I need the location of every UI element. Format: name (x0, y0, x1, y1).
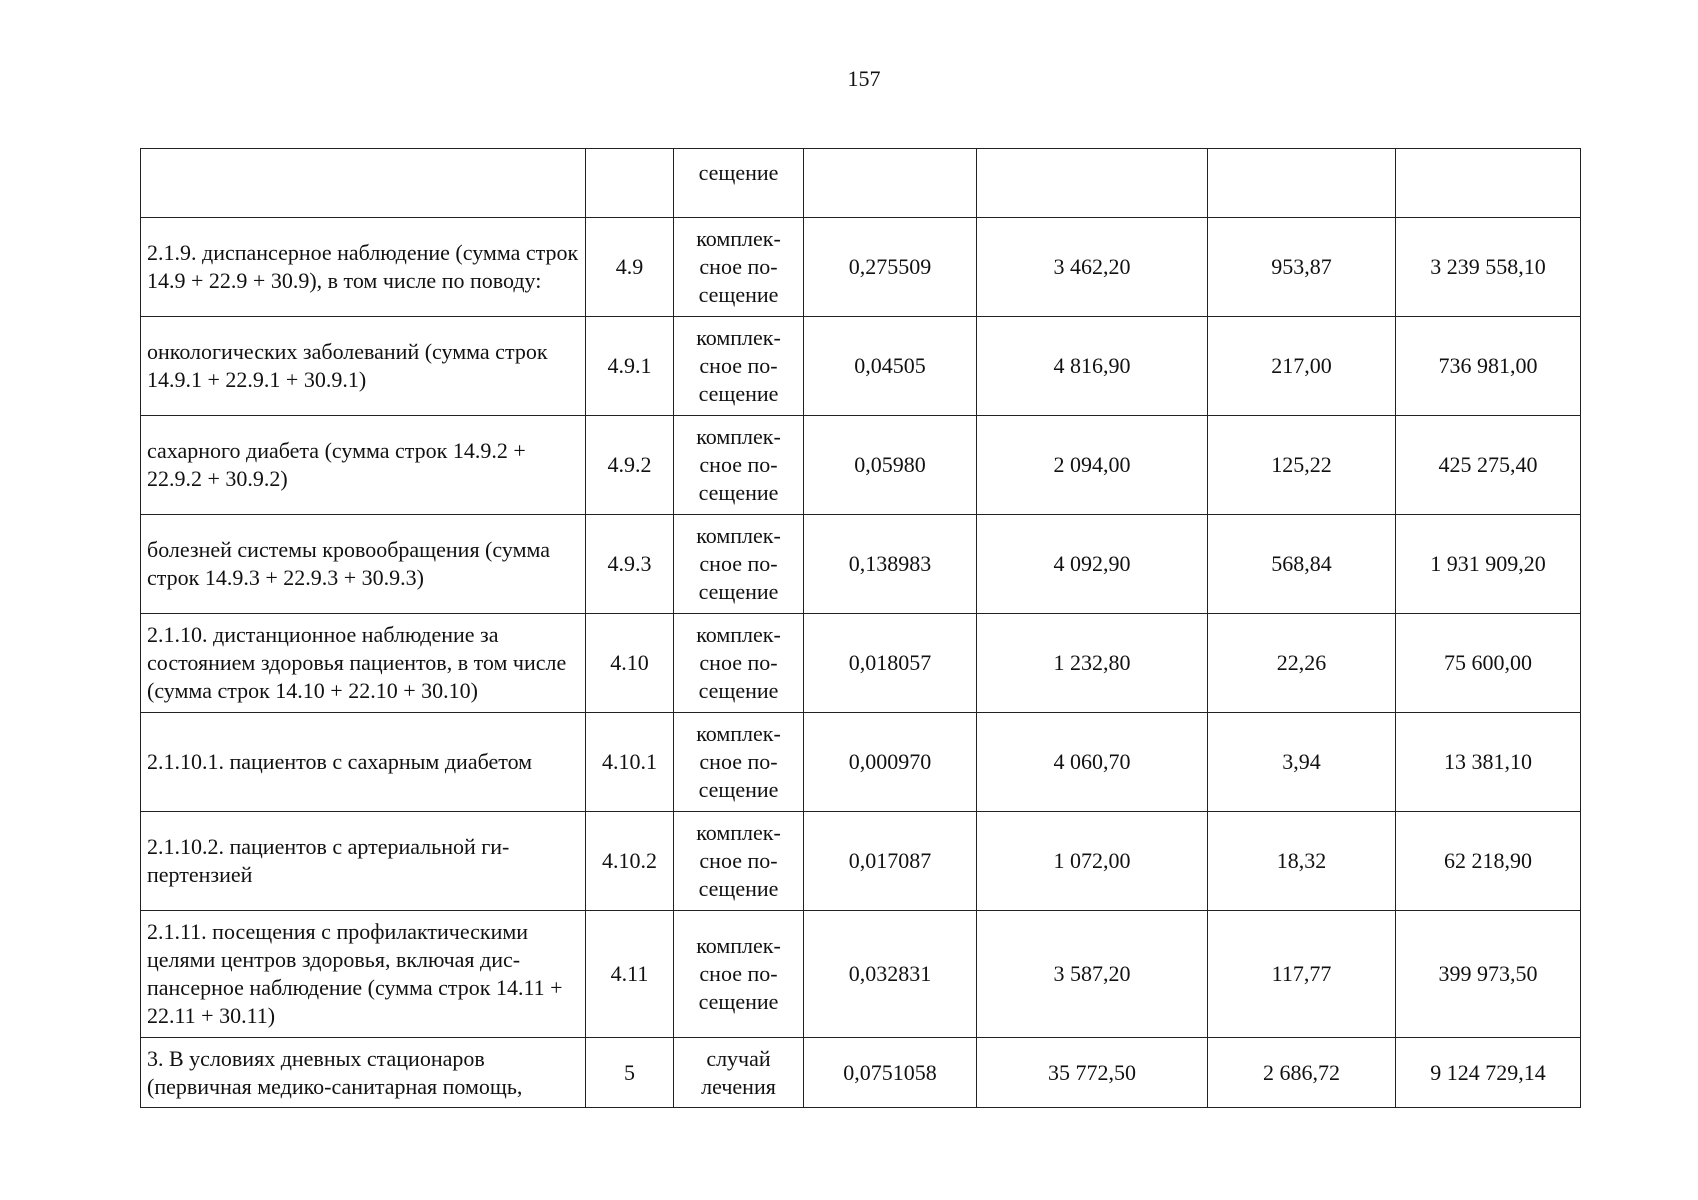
row-code: 4.10.1 (586, 713, 674, 812)
row-unit: случай лечения (674, 1038, 804, 1108)
row-total: 1 931 909,20 (1396, 515, 1581, 614)
row-name: 2.1.9. диспансерное наблюдение (сумма строк 14.9 + 22.9 + 30.9), в том числе по поводу: (141, 218, 586, 317)
row-name: 2.1.10. дистанционное наблюдение за состоянием здоровья пациентов, в том числе (сумма строк 14.10 + 22.10 + 30.10) (141, 614, 586, 713)
row-unit: комплек-сное по-сещение (674, 911, 804, 1038)
row-cost: 3 587,20 (977, 911, 1208, 1038)
row-total: 399 973,50 (1396, 911, 1581, 1038)
row-code: 4.9 (586, 218, 674, 317)
row-norm: 0,05980 (804, 416, 977, 515)
row-code: 4.11 (586, 911, 674, 1038)
row-norm: 0,032831 (804, 911, 977, 1038)
row-norm: 0,017087 (804, 812, 977, 911)
row-cost: 2 094,00 (977, 416, 1208, 515)
row-per-capita: 217,00 (1208, 317, 1396, 416)
row-norm: 0,04505 (804, 317, 977, 416)
row-name (141, 149, 586, 218)
row-per-capita: 3,94 (1208, 713, 1396, 812)
page-number: 157 (847, 66, 881, 91)
table-row (141, 1038, 1581, 1108)
table-row (141, 218, 1581, 317)
row-code: 4.9.1 (586, 317, 674, 416)
row-code: 4.9.2 (586, 416, 674, 515)
row-per-capita (1208, 149, 1396, 218)
row-total: 425 275,40 (1396, 416, 1581, 515)
row-unit: комплек-сное по-сещение (674, 713, 804, 812)
row-code: 4.10 (586, 614, 674, 713)
row-total: 736 981,00 (1396, 317, 1581, 416)
row-norm (804, 149, 977, 218)
row-cost: 4 060,70 (977, 713, 1208, 812)
row-code: 4.9.3 (586, 515, 674, 614)
row-name: онкологических заболеваний (сумма строк 14.9.1 + 22.9.1 + 30.9.1) (141, 317, 586, 416)
table-row (141, 149, 1581, 218)
row-total: 62 218,90 (1396, 812, 1581, 911)
row-name: болезней системы кровообращения (сумма строк 14.9.3 + 22.9.3 + 30.9.3) (141, 515, 586, 614)
row-cost: 1 072,00 (977, 812, 1208, 911)
row-norm: 0,0751058 (804, 1038, 977, 1108)
row-total: 9 124 729,14 (1396, 1038, 1581, 1108)
row-unit: комплек-сное по-сещение (674, 614, 804, 713)
row-unit: комплек-сное по-сещение (674, 515, 804, 614)
row-unit: комплек-сное по-сещение (674, 416, 804, 515)
row-unit: сещение (674, 149, 804, 218)
table-row (141, 416, 1581, 515)
row-total: 3 239 558,10 (1396, 218, 1581, 317)
row-name: 3. В условиях дневных стационаров (первичная медико-санитарная помощь, (141, 1038, 586, 1108)
row-per-capita: 2 686,72 (1208, 1038, 1396, 1108)
row-total (1396, 149, 1581, 218)
row-code: 4.10.2 (586, 812, 674, 911)
row-norm: 0,018057 (804, 614, 977, 713)
row-unit: комплек-сное по-сещение (674, 812, 804, 911)
row-name: сахарного диабета (сумма строк 14.9.2 + 22.9.2 + 30.9.2) (141, 416, 586, 515)
row-cost: 1 232,80 (977, 614, 1208, 713)
row-norm: 0,275509 (804, 218, 977, 317)
data-table (140, 148, 1581, 1108)
table-row (141, 911, 1581, 1038)
table-row (141, 812, 1581, 911)
row-unit: комплек-сное по-сещение (674, 218, 804, 317)
table-row (141, 713, 1581, 812)
row-per-capita: 953,87 (1208, 218, 1396, 317)
table-row (141, 317, 1581, 416)
row-cost: 4 816,90 (977, 317, 1208, 416)
row-name: 2.1.11. посещения с профилактическими целями центров здоровья, включая дис-пансерное наблюдение (сумма строк 14.11 + 22.11 + 30.11) (141, 911, 586, 1038)
row-name: 2.1.10.2. пациентов с артериальной ги-пертензией (141, 812, 586, 911)
row-name: 2.1.10.1. пациентов с сахарным диабетом (141, 713, 586, 812)
row-per-capita: 568,84 (1208, 515, 1396, 614)
row-cost: 35 772,50 (977, 1038, 1208, 1108)
row-cost (977, 149, 1208, 218)
row-norm: 0,138983 (804, 515, 977, 614)
row-per-capita: 117,77 (1208, 911, 1396, 1038)
row-cost: 3 462,20 (977, 218, 1208, 317)
row-per-capita: 18,32 (1208, 812, 1396, 911)
row-total: 75 600,00 (1396, 614, 1581, 713)
row-total: 13 381,10 (1396, 713, 1581, 812)
table-row (141, 614, 1581, 713)
row-norm: 0,000970 (804, 713, 977, 812)
row-code: 5 (586, 1038, 674, 1108)
row-unit: комплек-сное по-сещение (674, 317, 804, 416)
row-code (586, 149, 674, 218)
table-row (141, 515, 1581, 614)
row-per-capita: 22,26 (1208, 614, 1396, 713)
row-per-capita: 125,22 (1208, 416, 1396, 515)
row-cost: 4 092,90 (977, 515, 1208, 614)
